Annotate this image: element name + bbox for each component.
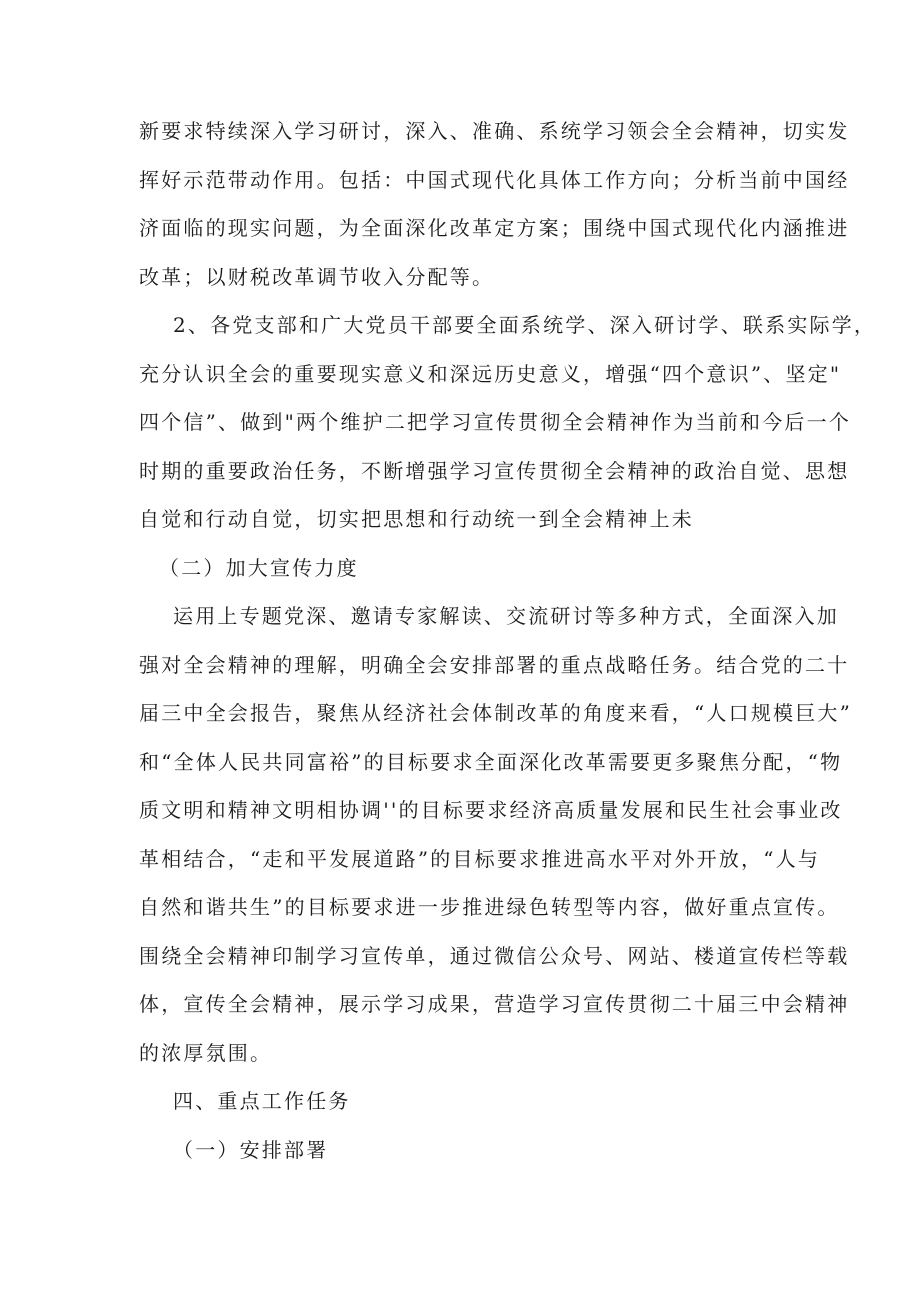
text-line: 时期的重要政治任务，不断增强学习宣传贯彻全会精神的政治自觉、思想 xyxy=(139,458,850,483)
text-line: 强对全会精神的理解，明确全会安排部署的重点战略任务。结合党的二十 xyxy=(139,652,850,677)
text-line: 运用上专题党深、邀请专家解读、交流研讨等多种方式，全面深入加 xyxy=(173,604,839,628)
section-heading-arrangement xyxy=(139,1126,789,1175)
text-line: 围绕全会精神印制学习宣传单，通过微信公众号、网站、楼道宣传栏等载 xyxy=(139,943,850,968)
paragraph-publicity xyxy=(139,592,853,1077)
heading-text: （二）加大宣传力度 xyxy=(159,555,359,580)
text-line: 济面临的现实问题，为全面深化改革定方案；围绕中国式现代化内涵推进 xyxy=(139,216,850,240)
heading-text: （一）安排部署 xyxy=(173,1137,329,1162)
paragraph-study-requirements xyxy=(139,107,850,301)
paragraph-item-2 xyxy=(139,301,877,544)
text-line: 届三中全会报告，聚焦从经济社会体制改革的角度来看，“人口规模巨大” xyxy=(139,701,853,725)
document-body xyxy=(139,107,877,1174)
text-line: 新要求特续深入学习研讨，深入、准确、系统学习领会全会精神，切实发 xyxy=(139,119,850,143)
text-line: 自然和谐共生”的目标要求进一步推进绿色转型等内容，做好重点宣传。 xyxy=(139,895,840,919)
text-line: 2、各党支部和广大党员干部要全面系统学、深入研讨学、联系实际学， xyxy=(173,313,877,337)
text-line: 体，宣传全会精神，展示学习成果，营造学习宣传贯彻二十届三中会精神 xyxy=(139,992,850,1016)
text-line: 挥好示范带动作用。包括：中国式现代化具体工作方向；分析当前中国经 xyxy=(139,167,850,192)
text-line: 四个信”、做到"两个维护二把学习宣传贯彻全会精神作为当前和今后一个 xyxy=(139,410,852,434)
section-heading-publicity xyxy=(139,544,789,593)
text-line: 自觉和行动自觉，切实把思想和行动统一到全会精神上未 xyxy=(139,507,694,531)
text-line: 的浓厚氛围。 xyxy=(139,1040,273,1065)
text-line: 革相结合，“走和平发展道路”的目标要求推进高水平对外开放，“人与 xyxy=(139,846,821,871)
text-line: 改革；以财税改革调节收入分配等。 xyxy=(139,264,495,289)
heading-text: 四、重点工作任务 xyxy=(173,1089,351,1113)
text-line: 充分认识全会的重要现实意义和深远历史意义，增强“四个意识”、坚定" xyxy=(139,361,842,386)
text-line: 质文明和精神文明相协调''的目标要求经济高质量发展和民生社会事业改 xyxy=(139,798,843,822)
section-heading-key-tasks xyxy=(139,1077,789,1126)
text-line: 和“全体人民共同富裕”的目标要求全面深化改革需要更多聚焦分配，“物 xyxy=(139,749,843,774)
